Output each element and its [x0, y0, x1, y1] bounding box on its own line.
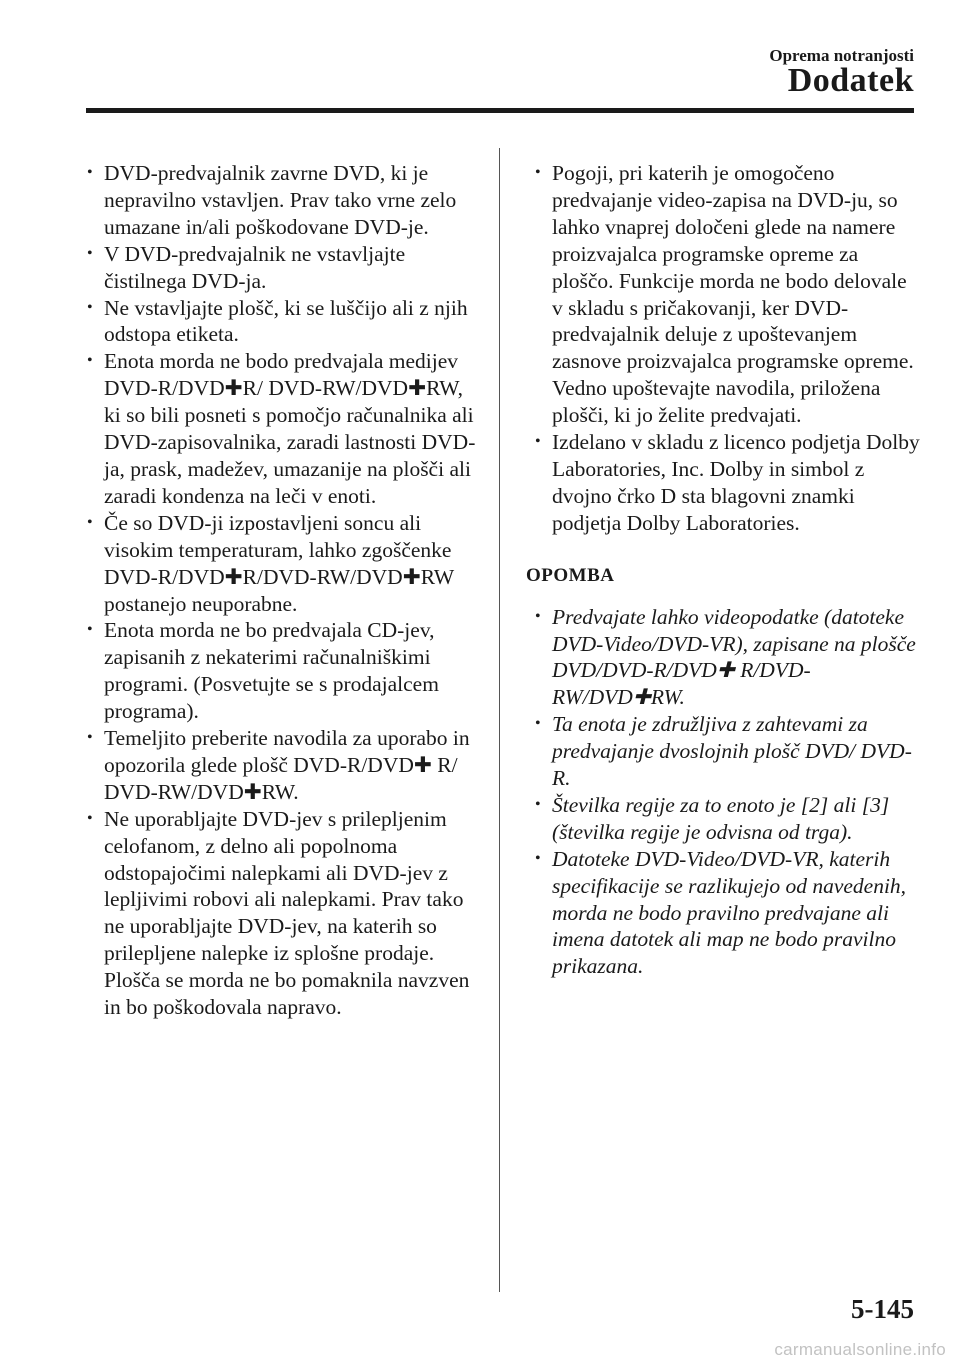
bullet-icon: • — [87, 164, 93, 181]
left-bullet-list — [84, 160, 484, 1021]
bullet-icon: • — [87, 621, 93, 639]
bullet-icon: • — [535, 433, 541, 451]
list-item: • Ne uporabljajte DVD-jev s prilepljenim celofanom, z delno ali popolnoma odstopajočimi nalepkami ali DVD-jev z lepljivimi robovi ali nalepkami. Prav tako ne uporabljajte DVD-jev, na katerih so prilepljene nalepke iz splošne prodaje. Plošča se morda ne bo pomaknila navzven in bo poškodovala napravo. — [87, 806, 470, 1020]
bullet-icon: • — [87, 513, 93, 531]
header-section-title: Oprema notranjosti — [769, 46, 914, 65]
list-item: • Izdelano v skladu z licenco podjetja Dolby Laboratories, Inc. Dolby in simbol z dvojno črko D sta blagovni znamki podjetja Dolby Laboratories. — [535, 430, 920, 535]
note-label: OPOMBA — [526, 564, 615, 586]
note-item: • Predvajate lahko videopodatke (datoteke DVD-Video/DVD-VR), zapisane na plošče DVD/DVD-R/DVD✚ R/DVD-RW/DVD✚RW. — [535, 604, 916, 710]
list-item: • Pogoji, pri katerih je omogočeno predvajanje video-zapisa na DVD-ju, so lahko vnaprej določeni glede na namere proizvajalca programske opreme za ploščo. Funkcije morda ne bodo delovale v skladu s pričakovanji, ker DVD-predvajalnik deluje z upoštevanjem zasnove proizvajalca programske opreme. Vedno upoštevajte navodila, priložena plošči, ki jo želite predvajati. — [535, 161, 914, 428]
note-list — [532, 604, 922, 981]
bullet-icon: • — [87, 352, 93, 370]
page-number: 5-145 — [851, 1294, 914, 1324]
bullet-icon: • — [87, 298, 93, 316]
column-divider — [499, 148, 500, 1292]
bullet-icon: • — [87, 729, 93, 747]
watermark: carmanualsonline.info — [774, 1340, 946, 1359]
list-item: • Enota morda ne bodo predvajala medijev DVD-R/DVD✚R/ DVD-RW/DVD✚RW, ki so bili posneti s pomočjo računalnika ali DVD-zapisovalnika, zaradi lastnosti DVD-ja, prask, madežev, umazanije na plošči ali zaradi kondenza na leči v enoti. — [87, 349, 476, 508]
bullet-icon: • — [87, 244, 93, 262]
list-item: • Enota morda ne bo predvajala CD-jev, zapisanih z nekaterimi računalniškimi programi. (Posvetujte se s prodajalcem programa). — [87, 618, 439, 724]
note-item: • Ta enota je združljiva z zahtevami za predvajanje dvoslojnih plošč DVD/ DVD-R. — [535, 712, 912, 791]
list-item: • Če so DVD-ji izpostavljeni soncu ali visokim temperaturam, lahko zgoščenke DVD-R/DVD✚R/DVD-RW/DVD✚RW postanejo neuporabne. — [87, 510, 454, 616]
list-item: • DVD-predvajalnik zavrne DVD, ki je nepravilno vstavljen. Prav tako vrne zelo umazane in/ali poškodovane DVD-je. — [87, 161, 457, 239]
bullet-icon: • — [535, 607, 541, 625]
bullet-icon: • — [535, 715, 541, 733]
header-chapter-title: Dodatek — [787, 62, 914, 99]
list-item: • V DVD-predvajalnik ne vstavljajte čistilnega DVD-ja. — [87, 241, 406, 293]
bullet-icon: • — [535, 164, 541, 181]
bullet-icon: • — [535, 795, 541, 813]
note-item: • Številka regije za to enoto je [2] ali [3] (številka regije je odvisna od trga). — [535, 792, 890, 844]
list-item: • Ne vstavljajte plošč, ki se luščijo ali z njih odstopa etiketa. — [87, 295, 468, 347]
header-rule — [86, 108, 914, 113]
left-column — [84, 160, 484, 1021]
right-column — [526, 160, 922, 980]
right-bullet-list — [532, 160, 922, 537]
note-item: • Datoteke DVD-Video/DVD-VR, katerih specifikacije se razlikujejo od navedenih, morda ne bodo pravilno predvajane ali imena datotek ali map ne bodo pravilno prikazana. — [535, 846, 907, 979]
bullet-icon: • — [535, 849, 541, 867]
list-item: • Temeljito preberite navodila za uporabo in opozorila glede plošč DVD-R/DVD✚ R/ DVD-RW/DVD✚RW. — [87, 726, 470, 804]
note-block — [526, 563, 922, 981]
bullet-icon: • — [87, 809, 93, 827]
